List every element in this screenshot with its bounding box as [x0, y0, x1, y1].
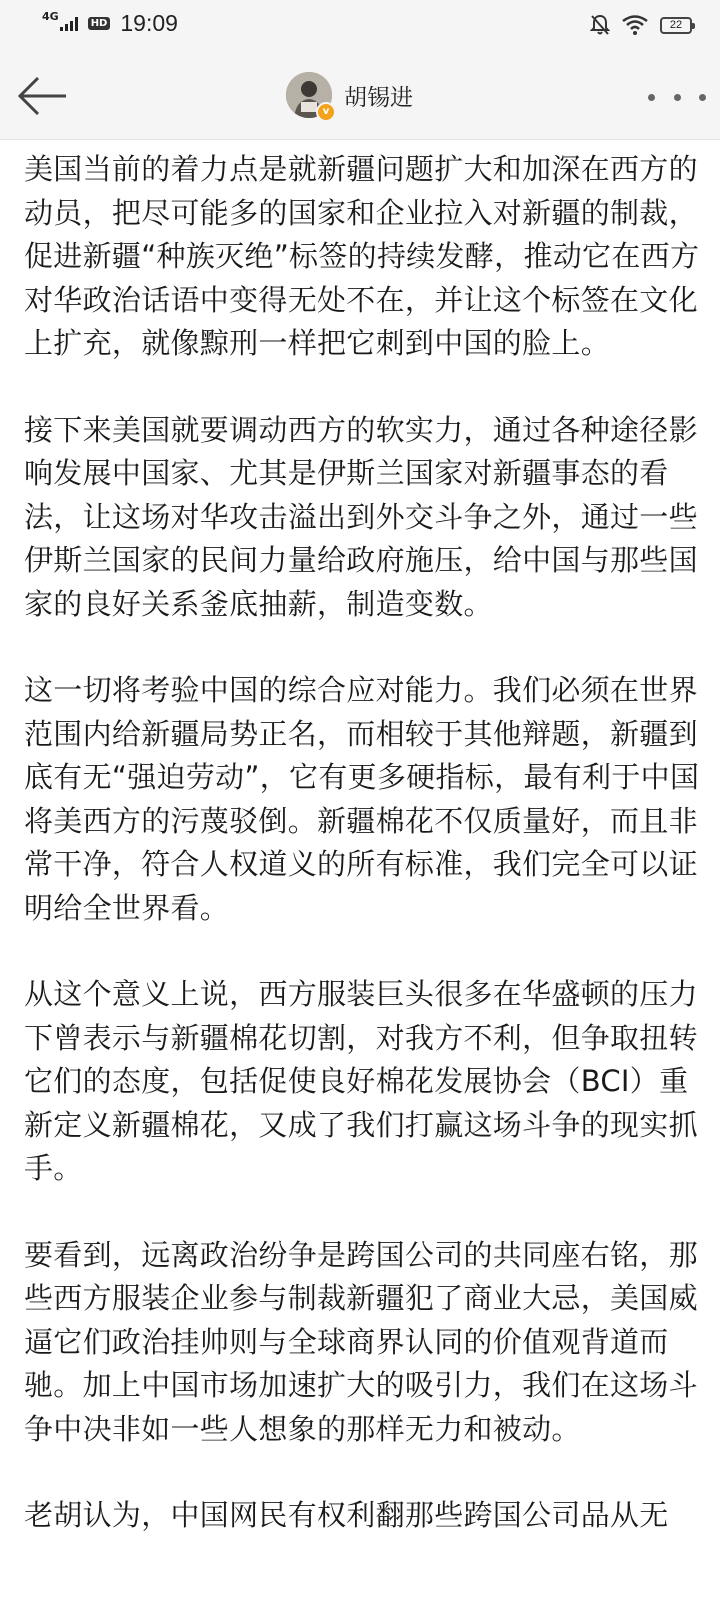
hd-badge: HD [88, 17, 111, 30]
nav-bar [0, 52, 720, 140]
wifi-icon [622, 15, 648, 35]
status-left [42, 10, 178, 37]
mute-icon [590, 14, 610, 36]
article-paragraph: 接下来美国就要调动西方的软实力，通过各种途径影响发展中国家、尤其是伊斯兰国家对新疆事态的看法，让这场对华攻击溢出到外交斗争之外，通过一些伊斯兰国家的民间力量给政府施压，给中国与那些国家的良好关系釜底抽薪，制造变数。 [24, 412, 698, 621]
signal-icon [60, 17, 80, 31]
article-body [24, 148, 700, 1581]
article-paragraph: 老胡认为，中国网民有权利翻那些跨国公司品从无 [24, 1498, 669, 1532]
article-paragraph: 从这个意义上说，西方服装巨头很多在华盛顿的压力下曾表示与新疆棉花切割，对我方不利，但争取扭转它们的态度，包括促使良好棉花发展协会（BCI）重新定义新疆棉花，又成了我们打赢这场斗争的现实抓手。 [24, 977, 698, 1185]
more-button[interactable] [648, 82, 706, 112]
article-paragraph: 美国当前的着力点是就新疆问题扩大和加深在西方的动员，把尽可能多的国家和企业拉入对新疆的制裁，促进新疆“种族灭绝”标签的持续发酵，推动它在西方对华政治话语中变得无处不在，并让这个标签在文化上扩充，就像黥刑一样把它刺到中国的脸上。 [24, 152, 700, 360]
back-arrow-icon [14, 74, 70, 118]
article-paragraph: 这一切将考验中国的综合应对能力。我们必须在世界范围内给新疆局势正名，而相较于其他辩题，新疆到底有无“强迫劳动”，它有更多硬指标，最有利于中国将美西方的污蔑驳倒。新疆棉花不仅质量好，而且非常干净，符合人权道义的所有标准，我们完全可以证明给全世界看。 [24, 673, 700, 925]
article-paragraph: 要看到，远离政治纷争是跨国公司的共同座右铭，那些西方服装企业参与制裁新疆犯了商业大忌，美国威逼它们政治挂帅则与全球商界认同的价值观背道而驰。加上中国市场加速扩大的吸引力，我们在这场斗争中决非如一些人想象的那样无力和被动。 [24, 1237, 698, 1446]
verified-badge-icon: v [316, 102, 336, 122]
profile-name[interactable]: 胡锡进 [344, 84, 413, 111]
profile-header[interactable] [286, 72, 413, 118]
status-right [590, 14, 692, 36]
more-dots-icon [648, 94, 655, 101]
network-type-label: 4G [42, 10, 59, 23]
avatar[interactable] [286, 72, 332, 118]
battery-icon: 22 [660, 17, 692, 34]
back-button[interactable] [14, 74, 70, 118]
status-time: 19:09 [120, 10, 178, 36]
status-bar [0, 0, 720, 52]
